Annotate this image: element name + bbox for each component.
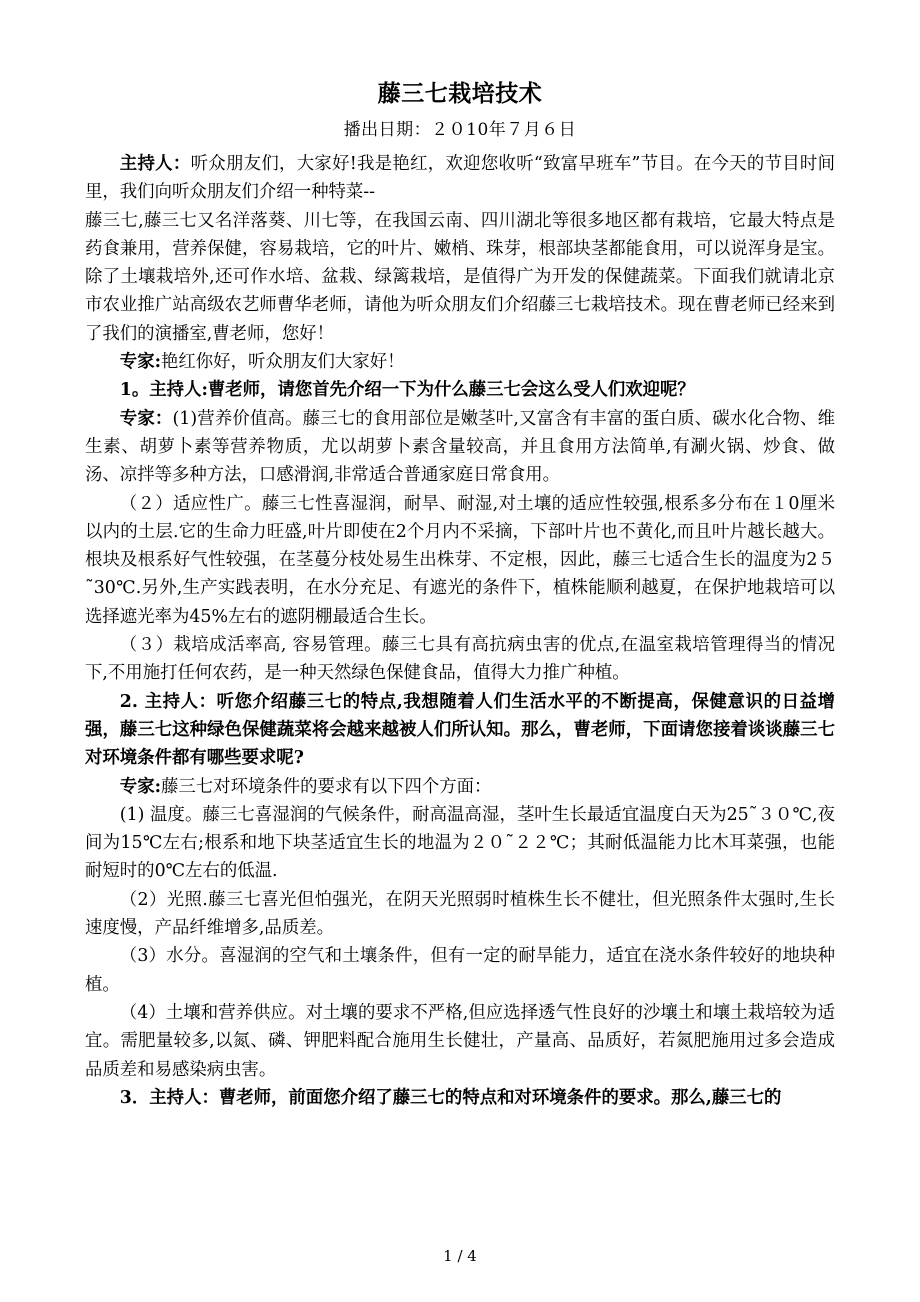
paragraph-question-3: [85, 1084, 835, 1112]
paragraph-answer-light-text: （2）光照.藤三七喜光但怕强光，在阴天光照弱时植株生长不健壮，但光照条件太强时,生长速度慢，产品纤维增多,品质差。: [85, 889, 835, 939]
paragraph-question-3-text: 3．主持人：曹老师，前面您介绍了藤三七的特点和对环境条件的要求。那么,藤三七的: [119, 1087, 782, 1108]
paragraph-plant-overview: [85, 207, 835, 348]
paragraph-answer-environment-intro-lead: 专家:: [119, 776, 161, 797]
paragraph-question-2-text: 2. 主持人：听您介绍藤三七的特点,我想随着人们生活水平的不断提高，保健意识的日益增强，藤三七这种绿色保健蔬菜将会越来越被人们所认知。那么，曹老师，下面请您接着谈谈藤三七对环境条件都有哪些要求呢?: [85, 691, 835, 769]
paragraph-question-2: [85, 688, 835, 773]
paragraph-answer-nutrition-lead: 专家：: [119, 408, 173, 429]
page-footer: 1 / 4: [443, 1247, 477, 1265]
paragraph-question-1-text: 1。主持人:曹老师，请您首先介绍一下为什么藤三七会这么受人们欢迎呢？: [119, 380, 695, 401]
paragraph-answer-temperature: [85, 801, 835, 886]
paragraph-answer-water-text: （3）水分。喜湿润的空气和土壤条件，但有一定的耐旱能力，适宜在浇水条件较好的地块种植。: [85, 946, 835, 995]
paragraph-answer-environment-intro-text: 藤三七对环境条件的要求有以下四个方面：: [161, 776, 492, 797]
paragraph-question-1: [85, 376, 835, 404]
paragraph-answer-soil-text: （4）土壤和营养供应。对土壤的要求不严格,但应选择透气性良好的沙壤土和壤土栽培较为适宜。需肥量较多,以氮、磷、钾肥料配合施用生长健壮，产量高、品质好，若氮肥施用过多会造成品质差和易感染病虫害。: [85, 1002, 835, 1080]
broadcast-date: 播出日期：２０10年７月６日: [343, 120, 577, 140]
paragraph-answer-adaptability: [85, 490, 835, 631]
paragraph-answer-survival-rate-text: （３）栽培成活率高, 容易管理。藤三七具有高抗病虫害的优点,在温室栽培管理得当的情况下,不用施打任何农药，是一种天然绿色保健食品，值得大力推广种植。: [85, 635, 835, 684]
paragraph-host-intro-text: 听众朋友们，大家好!我是艳红，欢迎您收听“致富早班车”节目。在今天的节目时间里，我们向听众朋友们介绍一种特菜--: [85, 154, 835, 203]
document-body: [85, 150, 835, 1112]
paragraph-answer-nutrition: [85, 405, 835, 490]
paragraph-answer-nutrition-text: (1)营养价值高。藤三七的食用部位是嫩茎叶,又富含有丰富的蛋白质、碳水化合物、维生素、胡萝卜素等营养物质，尤以胡萝卜素含量较高，并且食用方法简单,有涮火锅、炒食、做汤、凉拌等多种方法，口感滑润,非常适合普通家庭日常食用。: [85, 408, 835, 486]
page-title: 藤三七栽培技术: [377, 80, 543, 107]
paragraph-expert-greeting-lead: 专家:: [119, 352, 161, 373]
paragraph-host-intro: [85, 150, 835, 207]
paragraph-answer-light: [85, 886, 835, 943]
paragraph-answer-temperature-text: (1) 温度。藤三七喜湿润的气候条件，耐高温高湿，茎叶生长最适宜温度白天为25˜３０℃,夜间为15℃左右;根系和地下块茎适宜生长的地温为２０˜２２℃；其耐低温能力比木耳菜强，也能耐短时的0℃左右的低温.: [85, 804, 835, 882]
paragraph-expert-greeting-text: 艳红你好，听众朋友们大家好！: [161, 352, 405, 373]
paragraph-answer-survival-rate: [85, 631, 835, 688]
paragraph-answer-water: [85, 942, 835, 999]
paragraph-answer-adaptability-text: （２）适应性广。藤三七性喜湿润，耐旱、耐湿,对土壤的适应性较强,根系多分布在１0厘米以内的土层.它的生命力旺盛,叶片即使在2个月内不采摘，下部叶片也不黄化,而且叶片越长越大。根块及根系好气性较强，在茎蔓分枝处易生出株芽、不定根，因此，藤三七适合生长的温度为2５˜30℃.另外,生产实践表明，在水分充足、有遮光的条件下，植株能顺利越夏，在保护地栽培可以选择遮光率为45%左右的遮阴棚最适合生长。: [85, 493, 835, 627]
paragraph-expert-greeting: [85, 348, 835, 376]
paragraph-answer-soil: [85, 999, 835, 1084]
paragraph-plant-overview-text: 藤三七,藤三七又名洋落葵、川七等，在我国云南、四川湖北等很多地区都有栽培，它最大特点是药食兼用，营养保健，容易栽培，它的叶片、嫩梢、珠芽，根部块茎都能食用，可以说浑身是宝。除了土壤栽培外,还可作水培、盆栽、绿篱栽培，是值得广为开发的保健蔬菜。下面我们就请北京市农业推广站高级农艺师曹华老师，请他为听众朋友们介绍藤三七栽培技术。现在曹老师已经来到了我们的演播室,曹老师，您好！: [85, 210, 835, 344]
paragraph-answer-environment-intro: [85, 773, 835, 801]
paragraph-host-intro-lead: 主持人：: [119, 154, 191, 174]
